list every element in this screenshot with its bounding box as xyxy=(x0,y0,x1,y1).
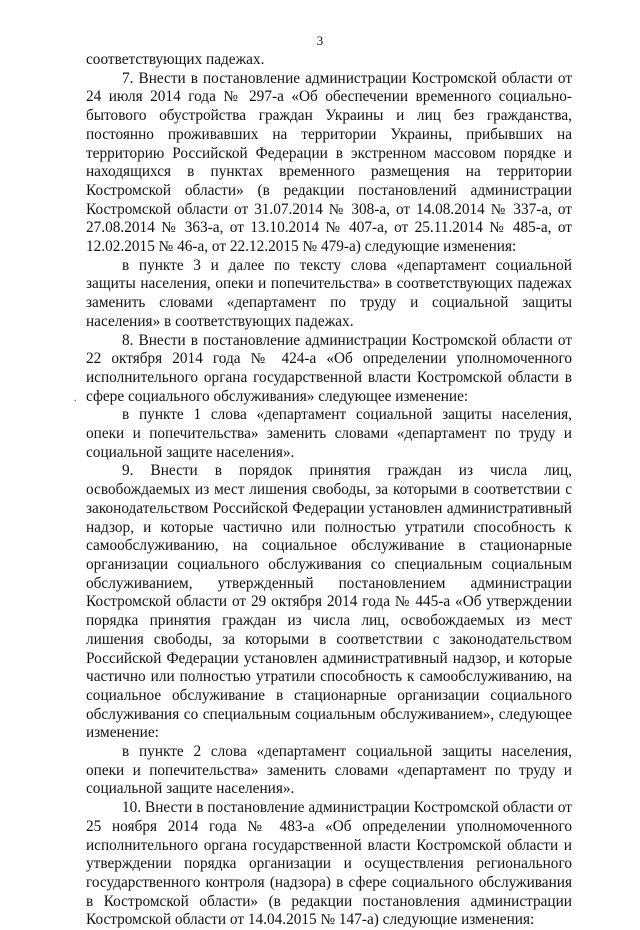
paragraph-item-8-change: в пункте 1 слова «департамент социальной защиты населения, опеки и попечительства» заменить словами «департамент по труду и социальной защите населения». xyxy=(86,406,572,461)
paragraph-item-7-change: в пункте 3 и далее по тексту слова «департамент социальной защиты населения, опеки и попечительства» в соответствующих падежах заменить словами «департамент по труду и социальной защиты населения» в соответствующих падежах. xyxy=(86,256,572,330)
paragraph-item-7: 7. Внести в постановление администрации Костромской области от 24 июля 2014 года № 297-а «Об обеспечении временного социально-бытового обустройства граждан Украины и лиц без гражданства, постоянно проживавших на территории Украины, прибывших на территорию Российской Федерации в экстренном массовом порядке и находящихся в пунктах временного размещения на территории Костромской области» (в редакции постановлений администрации Костромской области от 31.07.2014 № 308-а, от 14.08.2014 № 337-а, от 27.08.2014 № 363-а, от 13.10.2014 № 407-а, от 25.11.2014 № 485-а, от 12.02.2015 № 46-а, от 22.12.2015 № 479-а) следующие изменения: xyxy=(86,69,572,256)
document-body xyxy=(86,51,572,930)
paragraph-item-10: 10. Внести в постановление администрации Костромской области от 25 ноября 2014 года № 483-а «Об определении уполномоченного исполнительного органа государственной власти Костромской области и утверждении порядка организации и осуществления регионального государственного контроля (надзора) в сфере социального обслуживания в Костромской области» (в редакции постановления администрации Костромской области от 14.04.2015 № 147-а) следующие изменения: xyxy=(86,799,572,929)
paragraph-item-8: 8. Внести в постановление администрации Костромской области от 22 октября 2014 года № 424-а «Об определении уполномоченного исполнительного органа государственной власти Костромской области в сфере социального обслуживания» следующее изменение: xyxy=(86,331,572,405)
scan-mark: . xyxy=(74,393,77,404)
paragraph-item-9: 9. Внести в порядок принятия граждан из числа лиц, освобождаемых из мест лишения свободы, за которыми в соответствии с законодательством Российской Федерации установлен административный надзор, и которые частично или полностью утратили способность к самообслуживанию, на социальное обслуживание в стационарные организации социального обслуживания со специальным социальным обслуживанием, утвержденный постановлением администрации Костромской области от 29 октября 2014 года № 445-а «Об утверждении порядка принятия граждан из числа лиц, освобождаемых из мест лишения свободы, за которыми в соответствии с законодательством Российской Федерации установлен административный надзор, и которые частично или полностью утратили способность к самообслуживанию, на социальное обслуживание в стационарные организации социального обслуживания со специальным социальным обслуживанием», следующее изменение: xyxy=(86,462,572,742)
page-number: 3 xyxy=(316,33,324,48)
paragraph-item-9-change: в пункте 2 слова «департамент социальной защиты населения, опеки и попечительства» заменить словами «департамент по труду и социальной защите населения». xyxy=(86,743,572,798)
paragraph-continuation: соответствующих падежах. xyxy=(86,51,265,68)
